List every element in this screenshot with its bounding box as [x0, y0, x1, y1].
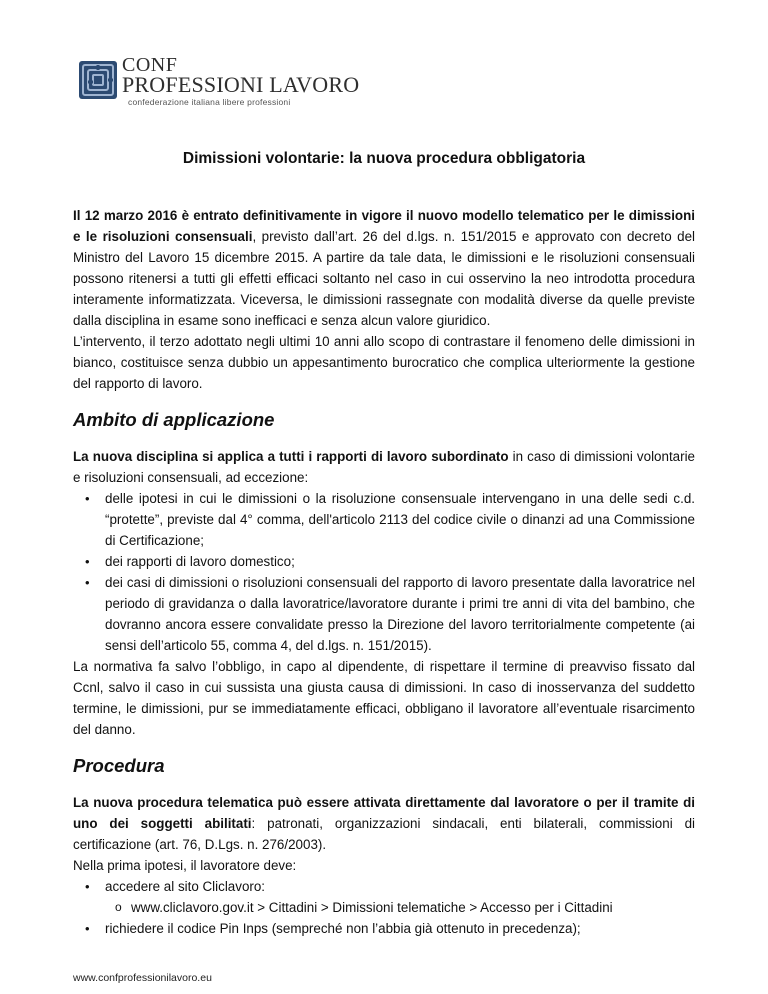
section1-bullet-list	[73, 488, 695, 656]
intro-paragraph	[73, 205, 695, 331]
list-item: • dei casi di dimissioni o risoluzioni consensuali del rapporto di lavoro presentate dalla lavoratrice nel periodo di gravidanza o dalla lavoratrice/lavoratore durante i primi tre anni di vita del bambino, che dovranno ancora essere convalidate presso la Direzione del lavoro territorialmente competente (ai sensi dell’articolo 55, comma 4, del d.lgs. n. 151/2015).	[73, 572, 695, 656]
document-title: Dimissioni volontarie: la nuova procedura obbligatoria	[182, 150, 586, 167]
intro-bold: Il 12 marzo 2016 è entrato definitivamente in vigore il nuovo modello telematico per le dimissioni e le risoluzioni consensuali	[73, 208, 695, 244]
sub-list-item: o www.cliclavoro.gov.it > Cittadini > Dimissioni telematiche > Accesso per i Cittadini	[105, 897, 695, 918]
logo-word-professioni-lavoro: PROFESSIONI LAVORO	[122, 72, 360, 97]
section2-lead-bold: La nuova procedura telematica può essere attivata direttamente dal lavoratore o per il tramite di uno dei soggetti abilitati	[73, 795, 695, 831]
section2-lead	[73, 792, 695, 855]
list-item	[73, 876, 695, 918]
logo-maze-icon	[78, 60, 118, 100]
list-item: • delle ipotesi in cui le dimissioni o la risoluzione consensuale intervengano in una delle sedi c.d. “protette”, previste dal 4° comma, dell'articolo 2113 del codice civile o dinanzi ad una Commissione di Certificazione;	[73, 488, 695, 551]
footer-url: www.confprofessionilavoro.eu	[73, 972, 212, 984]
section-heading-ambito: Ambito di applicazione	[73, 409, 275, 430]
section1-lead-rest: in caso di dimissioni volontarie e risoluzioni consensuali, ad eccezione:	[73, 449, 695, 485]
section1-lead	[73, 446, 695, 488]
section1-closing: La normativa fa salvo l’obbligo, in capo al dipendente, di rispettare il termine di preavviso fissato dal Ccnl, salvo il caso in cui sussista una giusta causa di dimissioni. In caso di inosservanza del suddetto termine, le dimissioni, pur se immediatamente efficaci, obbligano il lavoratore all’eventuale risarcimento del danno.	[73, 659, 695, 737]
list-item: • richiedere il codice Pin Inps (sempreché non l’abbia già ottenuto in precedenza);	[73, 918, 695, 939]
sub-list	[105, 897, 695, 918]
section2-bullet-list	[73, 876, 695, 939]
bullet-cliclavoro: accedere al sito Cliclavoro:	[105, 879, 266, 894]
section2-lead-rest: : patronati, organizzazioni sindacali, enti bilaterali, commissioni di certificazione (art. 76, D.Lgs. n. 276/2003).	[73, 816, 695, 852]
intro-rest: , previsto dall’art. 26 del d.lgs. n. 151/2015 e approvato con decreto del Ministro del Lavoro 15 dicembre 2015. A partire da tale data, le dimissioni e le risoluzioni consensuali possono ritenersi a tutti gli effetti efficaci soltanto nel caso in cui osservino la neo introdotta procedura interamente informatizzata. Viceversa, le dimissioni rassegnate con modalità diverse da quelle previste dalla disciplina in esame sono inefficaci e senza alcun valore giuridico.	[73, 229, 695, 328]
logo-tagline: confederazione italiana libere professioni	[128, 97, 291, 107]
section1-lead-bold: La nuova disciplina si applica a tutti i rapporti di lavoro subordinato	[73, 449, 509, 464]
logo	[78, 52, 378, 112]
section-heading-procedura: Procedura	[73, 755, 165, 776]
intro-paragraph-2: L’intervento, il terzo adottato negli ultimi 10 anni allo scopo di contrastare il fenomeno delle dimissioni in bianco, costituisce senza dubbio un appesantimento burocratico che complica ulteriormente la gestione del rapporto di lavoro.	[73, 334, 695, 391]
section2-intro: Nella prima ipotesi, il lavoratore deve:	[73, 858, 297, 873]
document-body	[73, 205, 695, 939]
list-item: • dei rapporti di lavoro domestico;	[73, 551, 695, 572]
logo-word-conf: CONF	[122, 54, 178, 76]
